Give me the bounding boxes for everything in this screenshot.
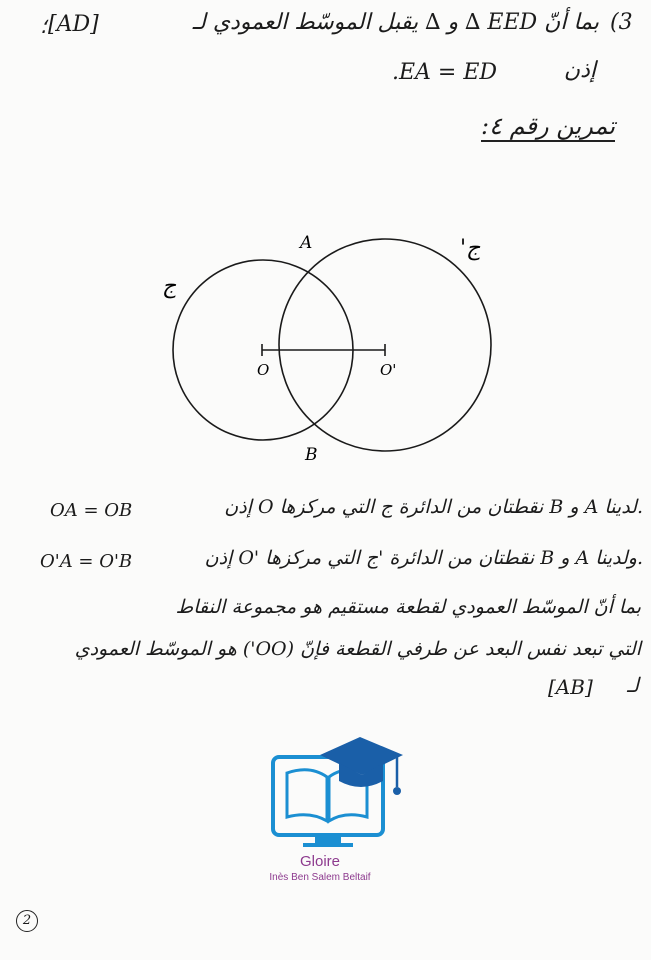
item3-segment: [AD]	[48, 12, 99, 37]
item3-conclusion-math: .EA = ED	[392, 60, 498, 85]
para3-text: بما أنّ الموسّط العمودي لقطعة مستقيم هو مجموعة النقاط	[175, 596, 641, 618]
page-number: 2	[16, 910, 38, 932]
label-circle-c: ج	[162, 274, 177, 299]
label-circle-c-prime: 'ج	[460, 236, 481, 261]
label-point-b: B	[305, 445, 318, 465]
para4-text: التي تبعد نفس البعد عن طرفي القطعة فإنّ (OO') هو الموسّط العمودي	[74, 638, 641, 660]
para2-text: .ولدينا A و B نقطتان من الدائرة 'ج التي مركزها 'O إذن	[204, 547, 643, 569]
para1-math: OA = OB	[50, 500, 133, 521]
item3-statement: بما أنّ EED ∆ و ∆ يقبل الموسّط العمودي لـ	[192, 10, 599, 35]
para5-text: لـ	[627, 673, 639, 697]
label-point-a: A	[300, 233, 313, 253]
brand-name: Gloire	[299, 853, 340, 870]
label-point-o-prime: O'	[380, 361, 397, 379]
label-point-o: O	[257, 361, 270, 379]
exercise-title	[481, 112, 615, 140]
brand-author: Inès Ben Salem Beltaif	[269, 872, 371, 883]
item3-label: (3	[610, 10, 633, 35]
para5-segment: [AB]	[548, 675, 593, 699]
item3-conclusion-label: إذن	[563, 58, 596, 83]
margin-mark: ؛	[40, 14, 47, 38]
two-circles-figure	[0, 215, 651, 475]
para2-math: O'A = O'B	[40, 551, 133, 572]
graduation-cap-icon	[320, 737, 403, 775]
exercise-title-text: تمرين رقم ٤:	[480, 112, 615, 140]
para1-text: .لدينا A و B نقطتان من الدائرة ج التي مركزها O إذن	[224, 496, 643, 518]
open-book-icon	[287, 770, 327, 821]
gloire-logo	[265, 735, 410, 850]
